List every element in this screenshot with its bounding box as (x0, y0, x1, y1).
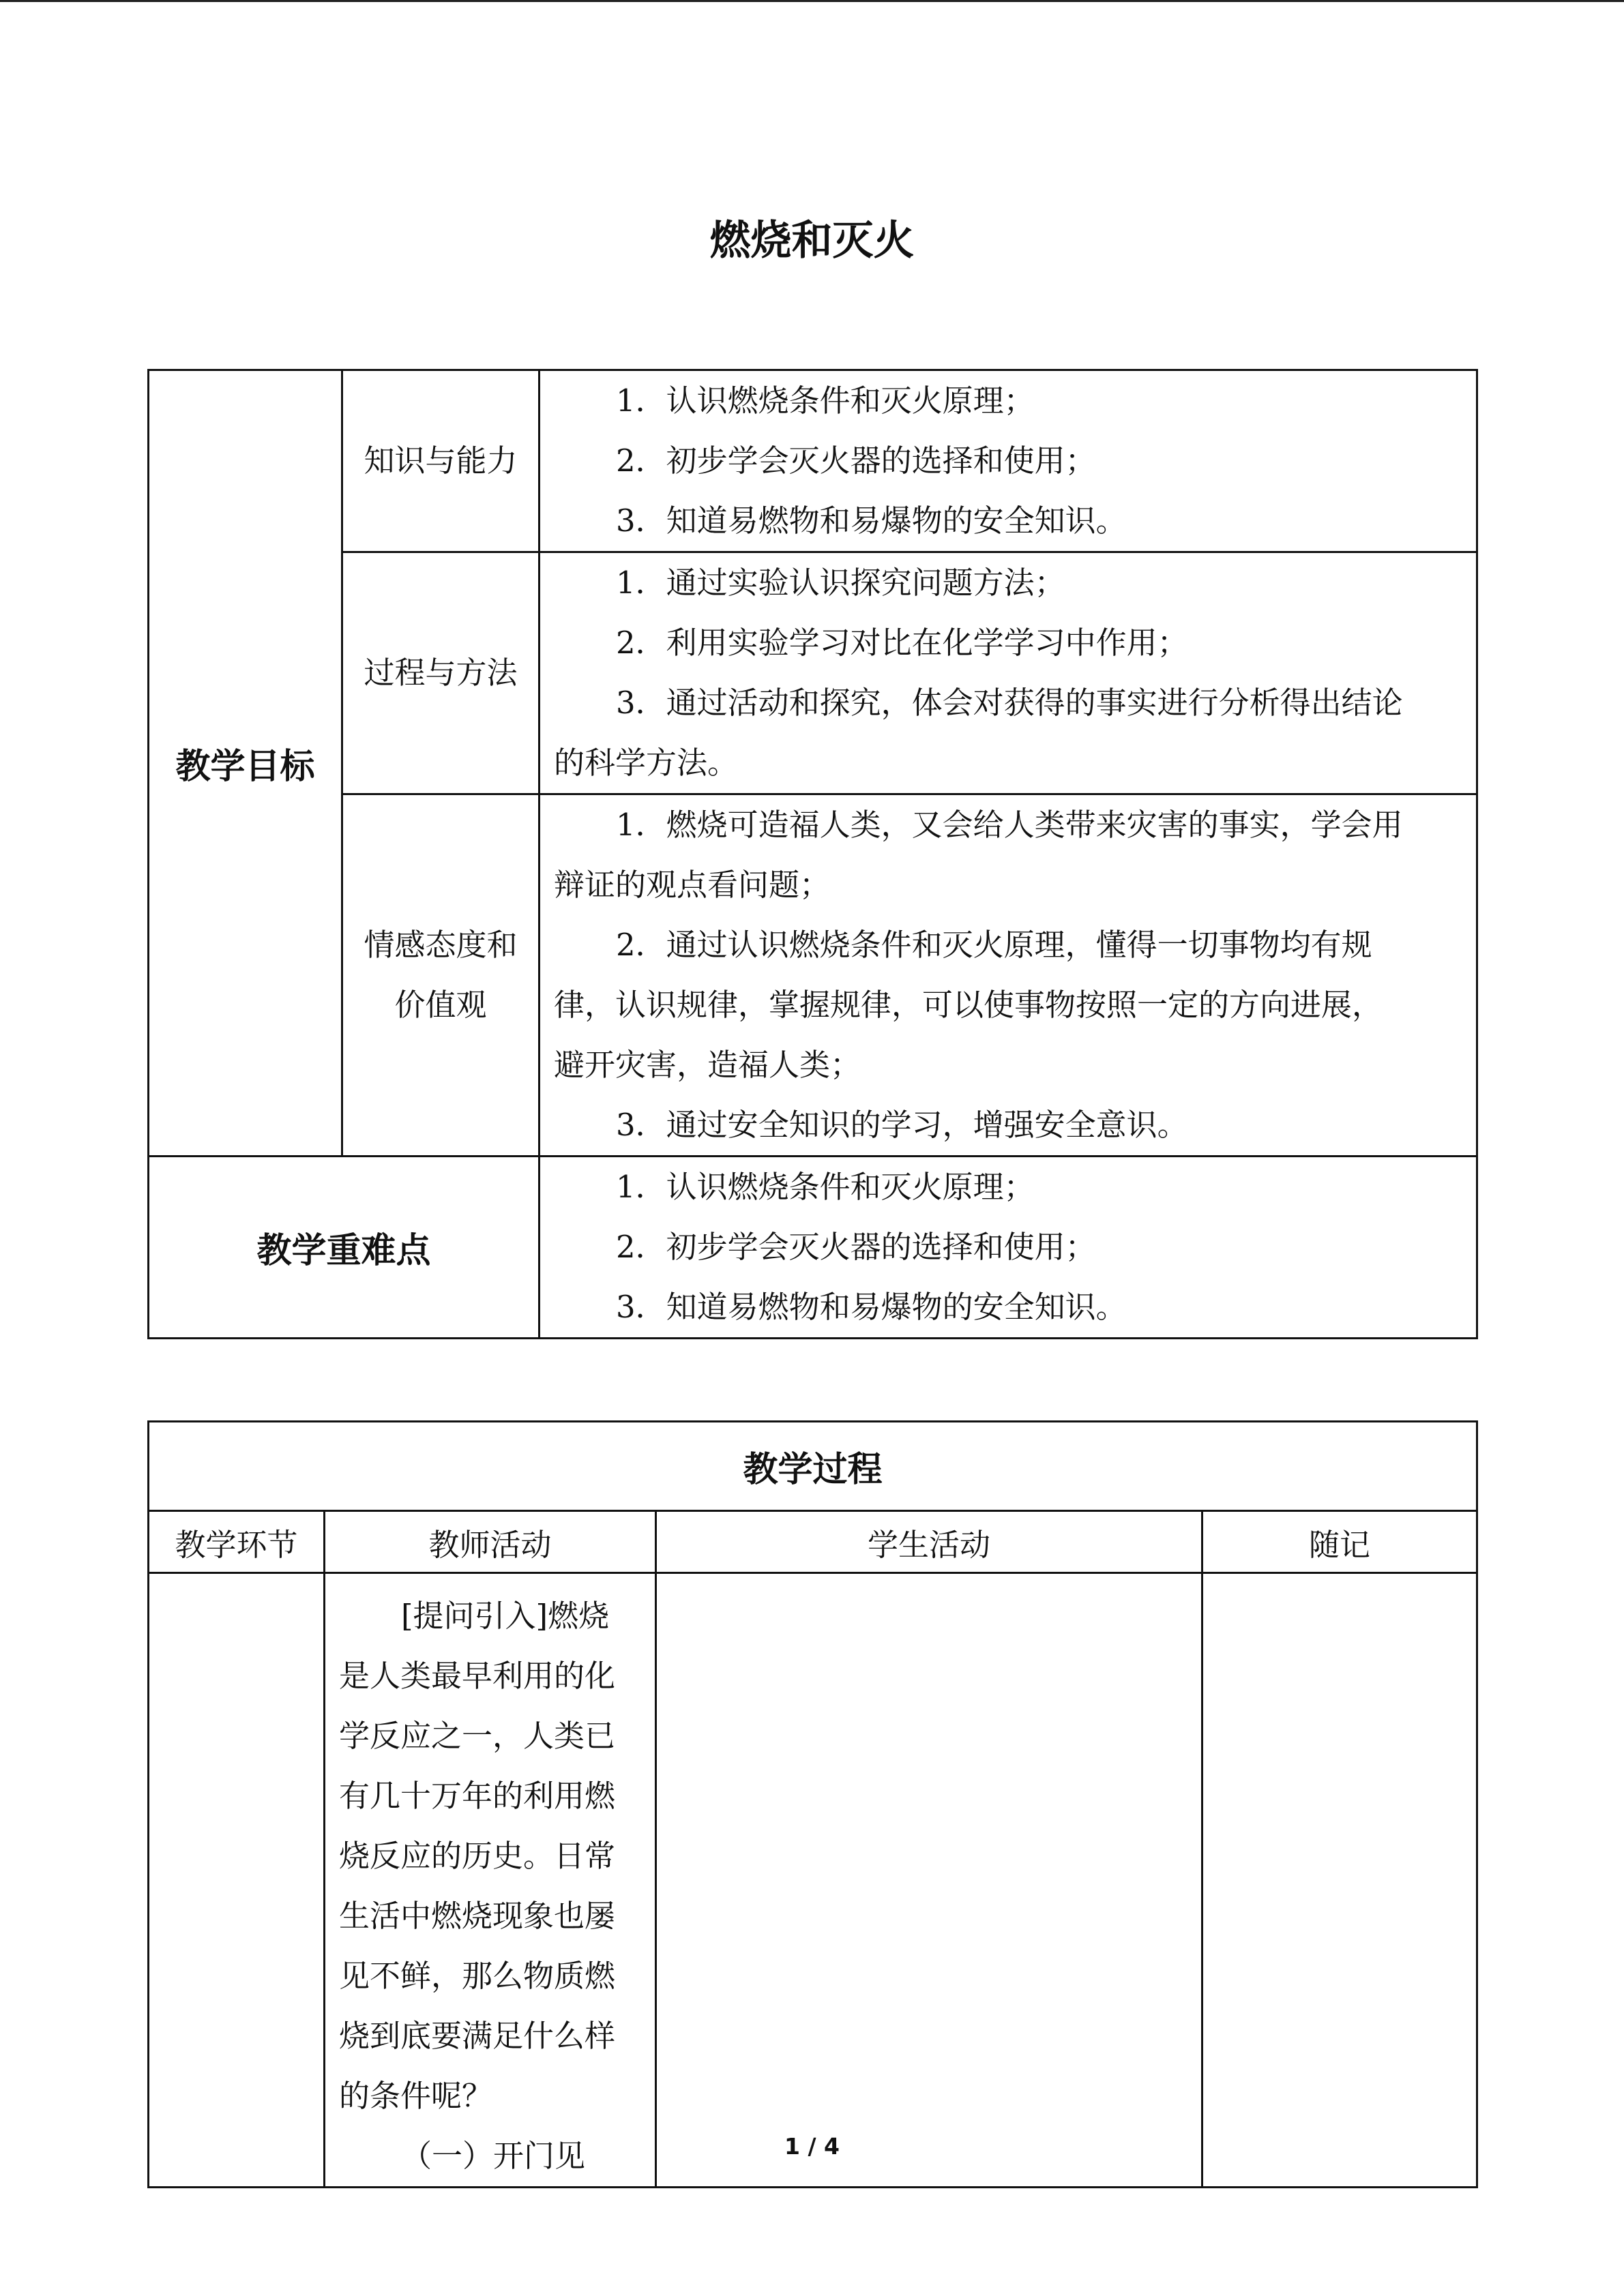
knowledge-row (149, 370, 1477, 552)
key-points-content (540, 1157, 1477, 1339)
top-border-line (0, 0, 1624, 2)
emotion-line: 避开灾害，造福人类； (554, 1047, 861, 1083)
key-points-row (149, 1157, 1477, 1339)
emotion-content (540, 794, 1477, 1157)
teacher-line: 见不鲜，那么物质燃 (339, 1958, 616, 1994)
emotion-line: 律，认识规律，掌握规律，可以使事物按照一定的方向进展， (554, 987, 1383, 1023)
process-label: 过程与方法 (342, 552, 540, 794)
header-teacher-activity: 教师活动 (325, 1511, 656, 1573)
knowledge-line: 3．知道易燃物和易爆物的安全知识。 (616, 503, 1127, 539)
key-point-line: 2．初步学会灭火器的选择和使用； (616, 1229, 1096, 1265)
header-student-activity: 学生活动 (656, 1511, 1202, 1573)
teacher-line: 烧反应的历史。日常 (339, 1838, 616, 1874)
knowledge-label: 知识与能力 (342, 370, 540, 552)
process-body-row (149, 1573, 1477, 2188)
header-stage: 教学环节 (149, 1511, 325, 1573)
key-points-category: 教学重难点 (149, 1157, 540, 1339)
emotion-row (149, 794, 1477, 1157)
knowledge-content (540, 370, 1477, 552)
process-title-row (149, 1422, 1477, 1511)
process-header-row (149, 1511, 1477, 1573)
process-row (149, 552, 1477, 794)
process-table (147, 1420, 1478, 2188)
teacher-line: 生活中燃烧现象也屡 (339, 1898, 616, 1934)
process-content (540, 552, 1477, 794)
process-title: 教学过程 (149, 1422, 1477, 1511)
emotion-line: 3．通过安全知识的学习，增强安全意识。 (616, 1107, 1188, 1143)
key-point-line: 3．知道易燃物和易爆物的安全知识。 (616, 1289, 1127, 1325)
header-notes: 随记 (1202, 1511, 1477, 1573)
process-line: 3．通过活动和探究，体会对获得的事实进行分析得出结论 (616, 685, 1403, 721)
process-line: 1．通过实验认识探究问题方法； (616, 565, 1065, 601)
objectives-table (147, 369, 1478, 1339)
process-line: 2．利用实验学习对比在化学学习中作用； (616, 625, 1188, 661)
emotion-label (342, 794, 540, 1157)
key-point-line: 1．认识燃烧条件和灭火原理； (616, 1169, 1035, 1205)
teacher-line: 烧到底要满足什么样 (339, 2018, 616, 2054)
emotion-label-line: 价值观 (394, 987, 487, 1023)
teacher-line: [提问引入]燃烧 (401, 1598, 610, 1634)
teacher-line: 是人类最早利用的化 (339, 1658, 616, 1694)
objectives-category: 教学目标 (149, 370, 342, 1157)
knowledge-line: 2．初步学会灭火器的选择和使用； (616, 443, 1096, 479)
emotion-label-line: 情感态度和 (364, 927, 518, 963)
teacher-activity-cell (325, 1573, 656, 2188)
teacher-line: 有几十万年的利用燃 (339, 1778, 616, 1814)
emotion-line: 1．燃烧可造福人类，又会给人类带来灾害的事实，学会用 (616, 807, 1403, 843)
process-line: 的科学方法。 (554, 745, 739, 781)
stage-cell (149, 1573, 325, 2188)
teacher-line: （一）开门见 (401, 2138, 586, 2174)
emotion-line: 2．通过认识燃烧条件和灭火原理，懂得一切事物均有规 (616, 927, 1372, 963)
teacher-line: 的条件呢？ (339, 2078, 493, 2114)
document-title: 燃烧和灭火 (709, 217, 915, 265)
page-number: 1 / 4 (784, 2133, 840, 2160)
knowledge-line: 1．认识燃烧条件和灭火原理； (616, 383, 1035, 419)
emotion-line: 辩证的观点看问题； (554, 867, 831, 903)
student-activity-cell (656, 1573, 1202, 2188)
teacher-line: 学反应之一，人类已 (339, 1718, 616, 1754)
notes-cell (1202, 1573, 1477, 2188)
